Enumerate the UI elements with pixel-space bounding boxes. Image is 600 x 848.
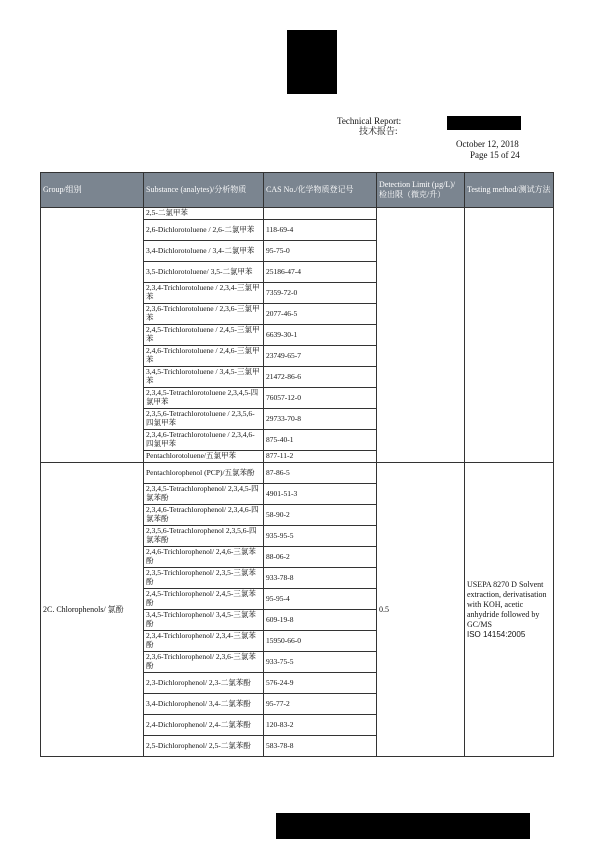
method-cell: [465, 208, 554, 463]
cas-cell: 6639-30-1: [264, 325, 377, 346]
cas-cell: 120-83-2: [264, 715, 377, 736]
substance-cell: 2,3,4,5-Tetrachlorotoluene 2,3,4,5-四氯甲苯: [144, 388, 264, 409]
substance-cell: 2,3,4-Trichlorotoluene / 2,3,4-三氯甲苯: [144, 283, 264, 304]
cas-cell: 7359-72-0: [264, 283, 377, 304]
cas-cell: 933-75-5: [264, 652, 377, 673]
substance-cell: 2,3,4,6-Tetrachlorotoluene / 2,3,4,6-四氯甲苯: [144, 430, 264, 451]
cas-cell: 23749-65-7: [264, 346, 377, 367]
cas-cell: 21472-86-6: [264, 367, 377, 388]
cas-cell: 118-69-4: [264, 220, 377, 241]
cas-cell: 935-95-5: [264, 526, 377, 547]
substance-cell: Pentachlorophenol (PCP)/五氯苯酚: [144, 463, 264, 484]
method-text: USEPA 8270 D Solvent extraction, derivatisation with KOH, acetic anhydride followed by GC/MS: [467, 579, 547, 629]
column-header: Testing method/测试方法: [465, 173, 554, 208]
substance-cell: 2,3,5,6-Tetrachlorophenol 2,3,5,6-四氯苯酚: [144, 526, 264, 547]
column-header: Group/组别: [41, 173, 144, 208]
substance-cell: 2,4-Dichlorophenol/ 2,4-二氯苯酚: [144, 715, 264, 736]
substance-cell: 2,3,6-Trichlorophenol/ 2,3,6-三氯苯酚: [144, 652, 264, 673]
cas-cell: 877-11-2: [264, 451, 377, 463]
logo-redaction: [287, 30, 337, 94]
table-header-row: [41, 173, 554, 208]
substance-cell: 2,5-二氯甲苯: [144, 208, 264, 220]
cas-cell: 4901-51-3: [264, 484, 377, 505]
chlorotoluenes-section: [41, 208, 554, 463]
group-cell: 2C. Chlorophenols/ 氯酚: [41, 463, 144, 757]
column-header: CAS No./化学物质登记号: [264, 173, 377, 208]
substance-cell: 2,3,4,5-Tetrachlorophenol/ 2,3,4,5-四氯苯酚: [144, 484, 264, 505]
report-label-zh: 技术报告:: [359, 126, 398, 136]
cas-cell: 88-06-2: [264, 547, 377, 568]
group-cell: [41, 208, 144, 463]
method-iso: ISO 14154:2005: [467, 629, 526, 639]
substance-cell: 3,4-Dichlorophenol/ 3,4-二氯苯酚: [144, 694, 264, 715]
substance-cell: 2,4,5-Trichlorophenol/ 2,4,5-三氯苯酚: [144, 589, 264, 610]
cas-cell: 95-95-4: [264, 589, 377, 610]
cas-cell: 25186-47-4: [264, 262, 377, 283]
substance-cell: 2,3-Dichlorophenol/ 2,3-二氯苯酚: [144, 673, 264, 694]
cas-cell: 95-75-0: [264, 241, 377, 262]
page-number: Page 15 of 24: [470, 150, 520, 160]
substance-cell: Pentachlorotoluene/五氯甲苯: [144, 451, 264, 463]
cas-cell: 95-77-2: [264, 694, 377, 715]
analytes-table: [40, 172, 554, 757]
report-date: October 12, 2018: [456, 139, 519, 149]
cas-cell: 609-19-8: [264, 610, 377, 631]
substance-cell: 2,5-Dichlorophenol/ 2,5-二氯苯酚: [144, 736, 264, 757]
substance-cell: 3,4,5-Trichlorotoluene / 3,4,5-三氯甲苯: [144, 367, 264, 388]
cas-cell: 2077-46-5: [264, 304, 377, 325]
substance-cell: 2,4,5-Trichlorotoluene / 2,4,5-三氯甲苯: [144, 325, 264, 346]
substance-cell: 3,4-Dichlorotoluene / 3,4-二氯甲苯: [144, 241, 264, 262]
detection-limit-cell: 0.5: [377, 463, 465, 757]
chlorophenols-section: [41, 463, 554, 757]
substance-cell: 2,6-Dichlorotoluene / 2,6-二氯甲苯: [144, 220, 264, 241]
column-header: Substance (analytes)/分析物质: [144, 173, 264, 208]
substance-cell: 3,5-Dichlorotoluene/ 3,5-二氯甲苯: [144, 262, 264, 283]
cas-cell: 583-78-8: [264, 736, 377, 757]
substance-cell: 2,4,6-Trichlorotoluene / 2,4,6-三氯甲苯: [144, 346, 264, 367]
cas-cell: 58-90-2: [264, 505, 377, 526]
cas-cell: 87-86-5: [264, 463, 377, 484]
cas-cell: 933-78-8: [264, 568, 377, 589]
report-number-redaction: [447, 116, 521, 130]
substance-cell: 2,3,4-Trichlorophenol/ 2,3,4-三氯苯酚: [144, 631, 264, 652]
cas-cell: 875-40-1: [264, 430, 377, 451]
substance-cell: 2,4,6-Trichlorophenol/ 2,4,6-三氯苯酚: [144, 547, 264, 568]
substance-cell: 2,3,5,6-Tetrachlorotoluene / 2,3,5,6-四氯甲苯: [144, 409, 264, 430]
cas-cell: [264, 208, 377, 220]
substance-cell: 3,4,5-Trichlorophenol/ 3,4,5-三氯苯酚: [144, 610, 264, 631]
footer-redaction: [276, 813, 530, 839]
table-row: [41, 463, 554, 484]
table-row: [41, 208, 554, 220]
testing-method-cell: [465, 463, 554, 757]
report-label-en: Technical Report:: [337, 116, 402, 126]
cas-cell: 76057-12-0: [264, 388, 377, 409]
cas-cell: 29733-70-8: [264, 409, 377, 430]
substance-cell: 2,3,6-Trichlorotoluene / 2,3,6-三氯甲苯: [144, 304, 264, 325]
limit-cell: [377, 208, 465, 463]
substance-cell: 2,3,4,6-Tetrachlorophenol/ 2,3,4,6-四氯苯酚: [144, 505, 264, 526]
column-header: Detection Limit (µg/L)/检出限（微克/升）: [377, 173, 465, 208]
cas-cell: 15950-66-0: [264, 631, 377, 652]
substance-cell: 2,3,5-Trichlorophenol/ 2,3,5-三氯苯酚: [144, 568, 264, 589]
cas-cell: 576-24-9: [264, 673, 377, 694]
